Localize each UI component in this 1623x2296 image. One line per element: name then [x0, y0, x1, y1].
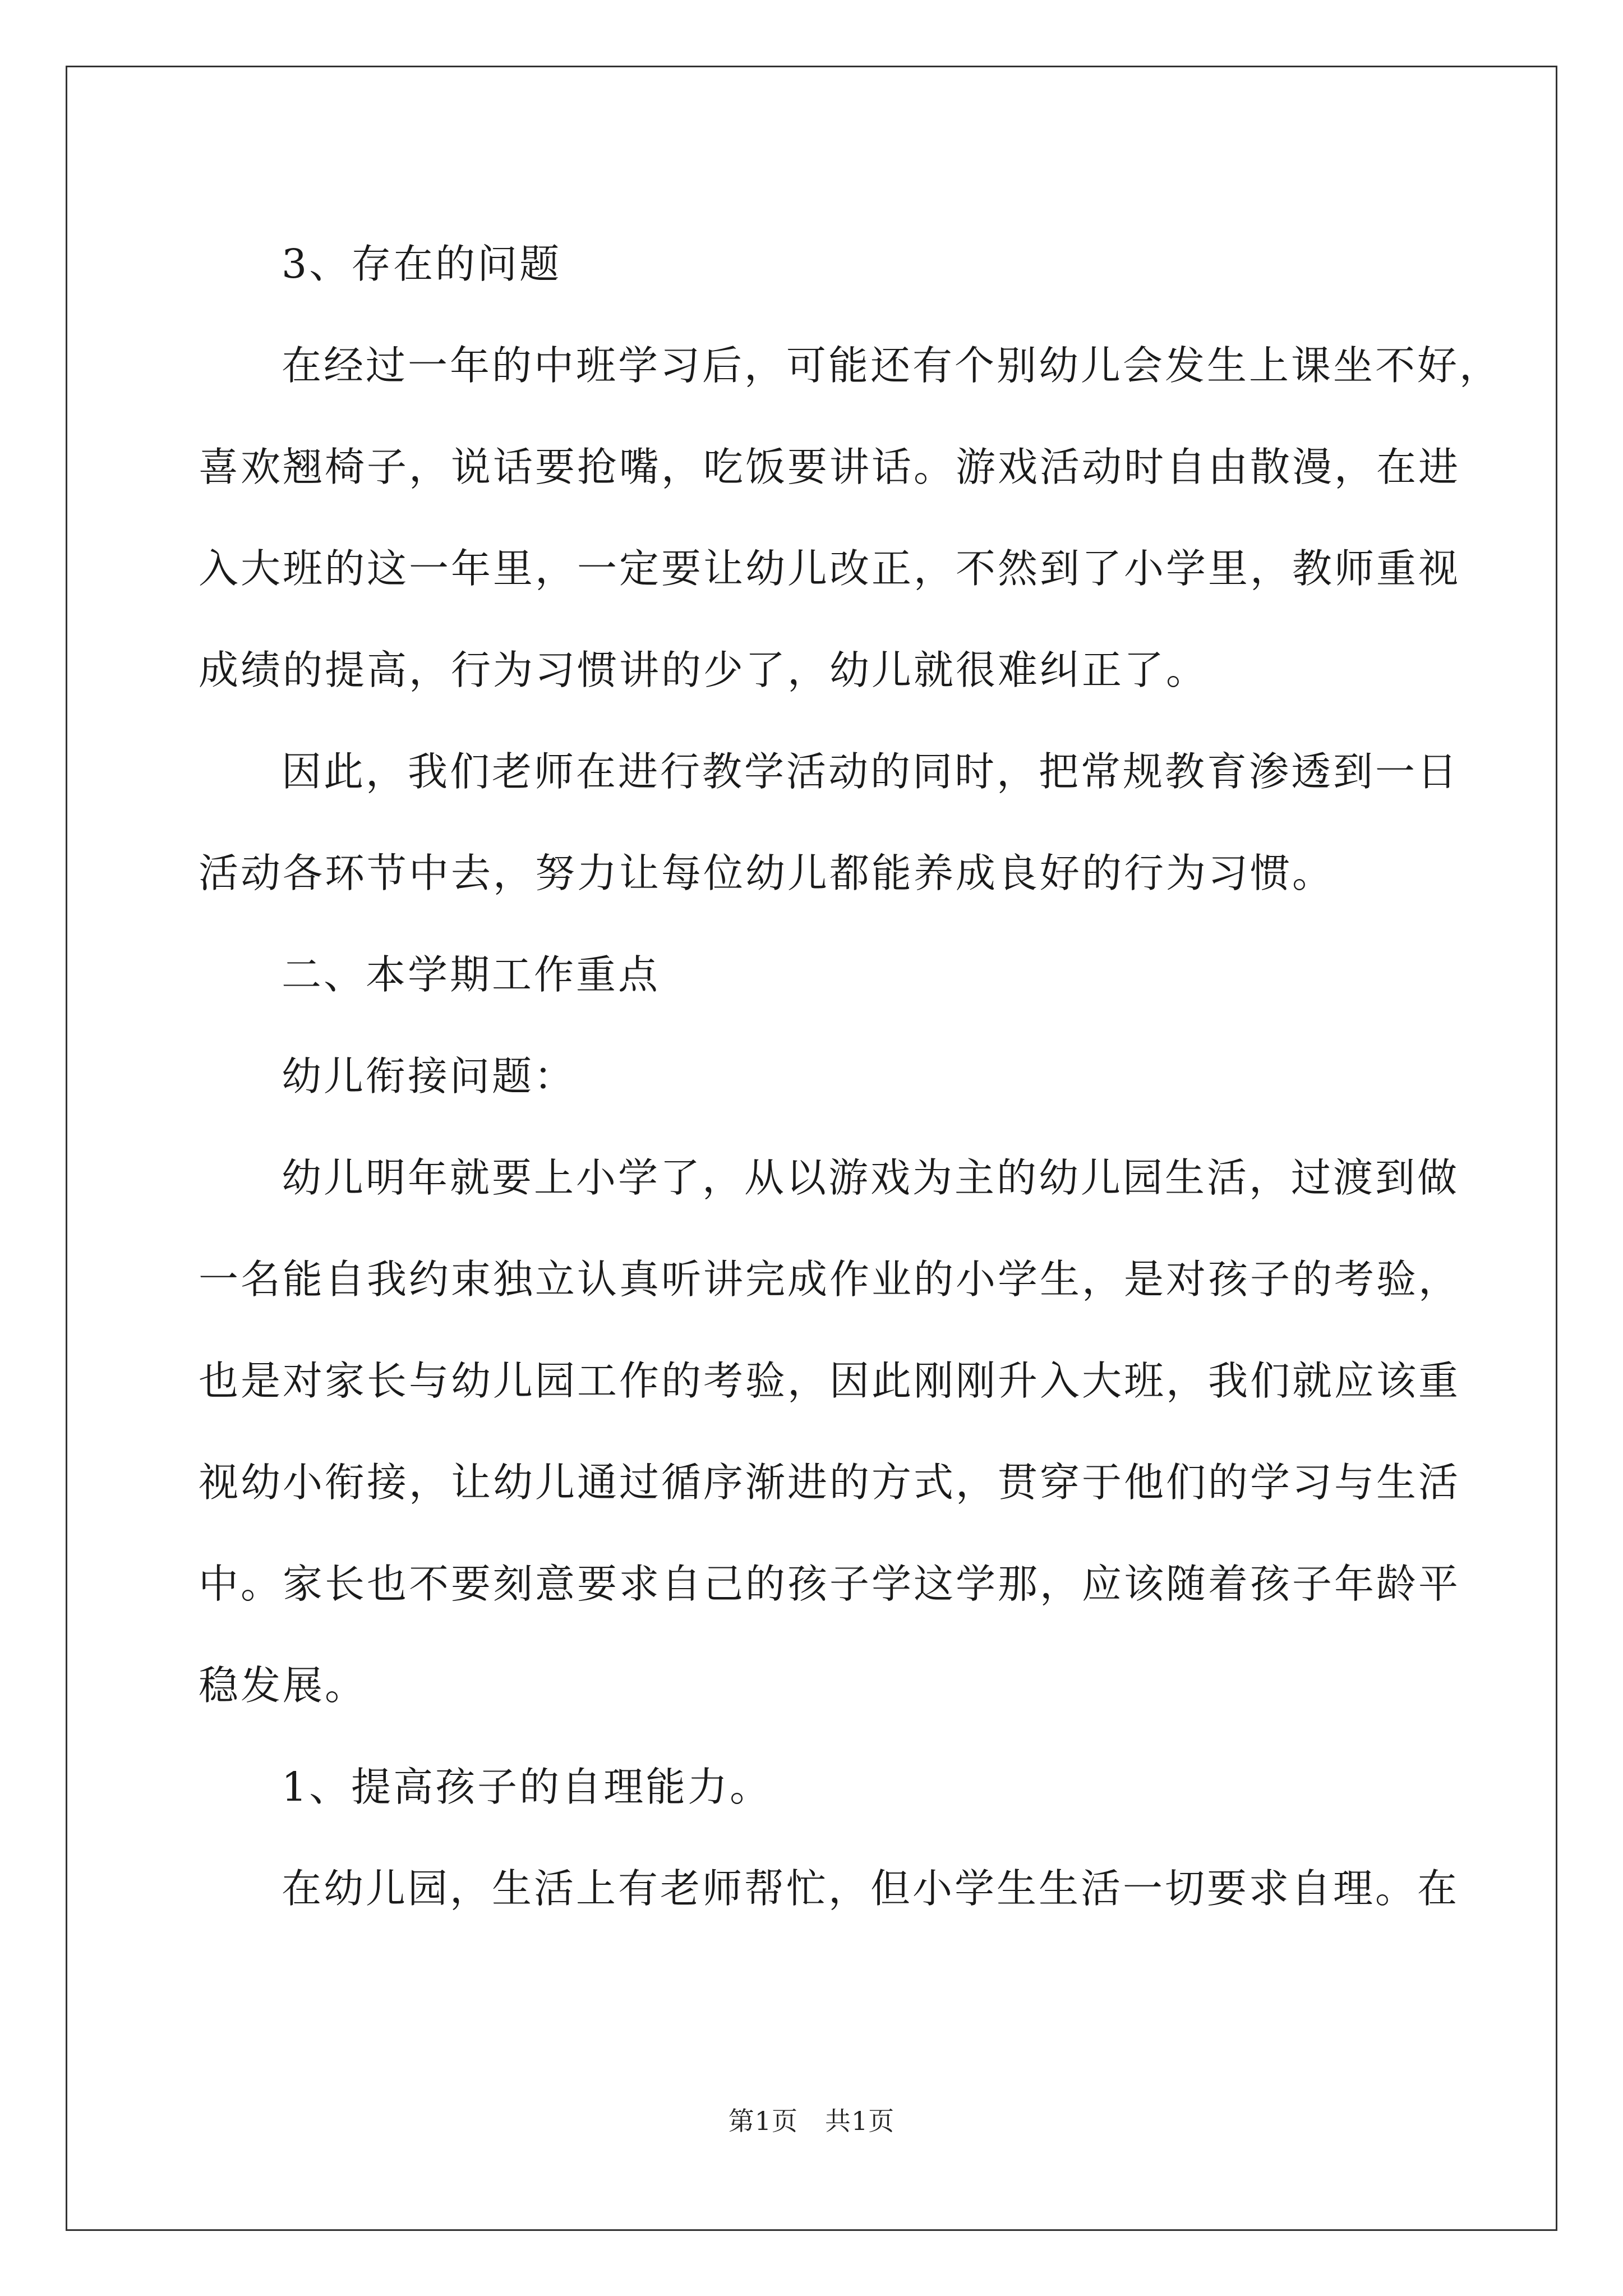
page-footer	[0, 2101, 1623, 2138]
paragraph-line: 中。家长也不要刻意要求自己的孩子学这学那，应该随着孩子年龄平	[199, 1561, 1461, 1607]
paragraph-line: 也是对家长与幼儿园工作的考验，因此刚刚升入大班，我们就应该重	[199, 1358, 1461, 1404]
paragraph-line: 活动各环节中去，努力让每位幼儿都能养成良好的行为习惯。	[199, 850, 1335, 896]
paragraph-line: 因此，我们老师在进行教学活动的同时，把常规教育渗透到一日	[282, 748, 1460, 795]
paragraph-line: 一名能自我约束独立认真听讲完成作业的小学生，是对孩子的考验，	[199, 1256, 1461, 1303]
paragraph-line: 幼儿明年就要上小学了，从以游戏为主的幼儿园生活，过渡到做	[282, 1154, 1460, 1201]
paragraph-line: 视幼小衔接，让幼儿通过循序渐进的方式，贯穿于他们的学习与生活	[199, 1459, 1461, 1506]
paragraph-line: 成绩的提高，行为习惯讲的少了，幼儿就很难纠正了。	[199, 647, 1209, 693]
subheading-self-care: 1、提高孩子的自理能力。	[282, 1764, 772, 1810]
paragraph-line: 喜欢翘椅子，说话要抢嘴，吃饭要讲话。游戏活动时自由散漫，在进	[199, 444, 1461, 490]
paragraph-line: 入大班的这一年里，一定要让幼儿改正，不然到了小学里，教师重视	[199, 545, 1461, 592]
subheading-transition: 幼儿衔接问题：	[282, 1053, 577, 1099]
page-number-current: 第1页	[728, 2106, 798, 2136]
section-heading-problems: 3、存在的问题	[282, 241, 562, 287]
paragraph-line: 在幼儿园，生活上有老师帮忙，但小学生生活一切要求自理。在	[282, 1865, 1460, 1912]
section-heading-focus: 二、本学期工作重点	[282, 951, 661, 998]
page-number-total: 共1页	[825, 2106, 895, 2136]
document-body	[199, 213, 1502, 1939]
paragraph-line: 在经过一年的中班学习后，可能还有个别幼儿会发生上课坐不好，	[282, 342, 1502, 389]
paragraph-line: 稳发展。	[199, 1662, 367, 1709]
